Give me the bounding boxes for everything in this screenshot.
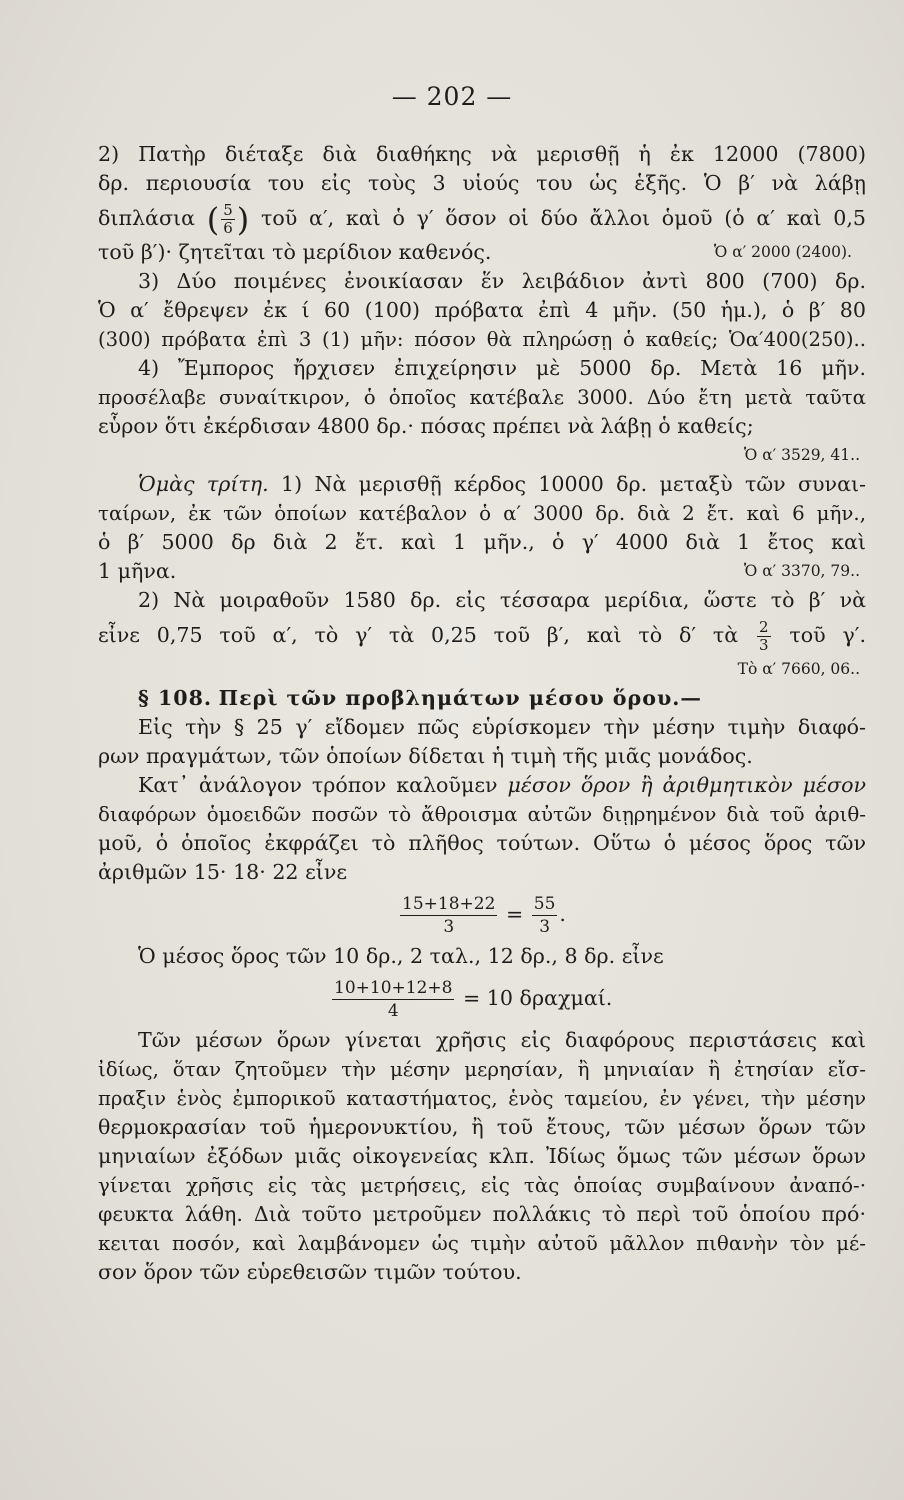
equation-mean-numbers	[98, 893, 866, 938]
text-line: Εἰς τὴν § 25 γ′ εἴδομεν πῶς εὑρίσκομεν τὴν μέσην τιμὴν διαφό-	[138, 715, 866, 739]
text-line	[98, 557, 866, 586]
text-line	[98, 771, 866, 800]
fraction-numerator: 2	[758, 618, 769, 636]
text-line: Τῶν μέσων ὅρων γίνεται χρῆσις εἰς διαφόρους περιστάσεις καὶ	[138, 1028, 866, 1052]
text-line	[98, 615, 866, 655]
text-line: 4) Ἔμπορος ἤρχισεν ἐπιχείρησιν μὲ 5000 δρ. Μετὰ 16 μῆν.	[138, 356, 866, 380]
equation-fraction	[332, 977, 454, 1022]
text-line: διαφόρων ὁμοειδῶν ποσῶν τὸ ἄθροισμα αὐτῶν διῃρημένον διὰ τοῦ ἀριθ-	[98, 803, 866, 826]
text-fragment: Κατ᾽ ἀνάλογον τρόπον καλοῦμεν	[138, 773, 498, 797]
page-number: — 202 —	[391, 82, 513, 111]
text-line: ταίρων, ἐκ τῶν ὁποίων κατέβαλον ὁ α′ 3000 δρ. διὰ 2 ἔτ. καὶ 6 μῆν.,	[98, 502, 866, 525]
equation-result: = 10 δραχμαί.	[463, 986, 613, 1010]
text-line: ρων πραγμάτων, τῶν ὁποίων δίδεται ἡ τιμὴ τῆς μιᾶς μονάδος.	[98, 744, 753, 768]
text-line: ἰδίως, ὅταν ζητοῦμεν τὴν μέσην μερησίαν, ἢ μηνιαίαν ἢ ἐτησίαν εἴσ-	[98, 1058, 866, 1081]
section-title: Περὶ τῶν προβλημάτων μέσου ὅρου.—	[218, 686, 703, 710]
text-line	[98, 470, 866, 499]
text-fragment: τοῦ α′, καὶ ὁ γ′ ὅσον οἱ δύο ἄλλοι ὁμοῦ (ὁ α′ καὶ 0,5	[261, 206, 866, 230]
fraction-denominator: 4	[387, 1001, 399, 1021]
fraction-denominator: 3	[539, 917, 551, 937]
text-line: μοῦ, ὁ ὁποῖος ἐκφράζει τὸ πλῆθος τούτων. Οὕτω ὁ μέσος ὅρος τῶν	[98, 831, 866, 855]
section-heading	[98, 684, 866, 713]
fraction-numerator: 55	[533, 894, 556, 914]
equation-fraction	[400, 893, 497, 938]
fraction-numerator: 10+10+12+8	[334, 978, 453, 998]
text-fragment: τοῦ β′)· ζητεῖται τὸ μερίδιον καθενός.	[98, 240, 492, 264]
paren-close: )	[236, 200, 250, 238]
answer-note: Ὁ α′ 3370, 79..	[743, 562, 860, 580]
equals-sign: =	[505, 902, 524, 926]
equation-fraction	[532, 893, 558, 938]
page-body	[98, 140, 866, 1287]
answer-note: Ὁ α′ 3529, 41..	[743, 446, 860, 464]
text-line: δρ. περιουσία του εἰς τοὺς 3 υἱούς του ὡς ἑξῆς. Ὁ β′ νὰ λάβῃ	[98, 171, 866, 195]
equation-mean-money	[98, 977, 866, 1022]
text-line: ὁ β′ 5000 δρ διὰ 2 ἔτ. καὶ 1 μῆν., ὁ γ′ 4000 διὰ 1 ἔτος καὶ	[98, 530, 866, 554]
section-number: § 108.	[138, 686, 213, 710]
text-fragment: εἶνε 0,75 τοῦ α′, τὸ γ′ τὰ 0,25 τοῦ β′, καὶ τὸ δ′ τὰ	[98, 623, 739, 647]
answer-note: Τὸ α′ 7660, 06..	[737, 660, 860, 678]
fraction-numerator: 5	[223, 201, 233, 219]
text-line: 2) Νὰ μοιραθοῦν 1580 δρ. εἰς τέσσαρα μερίδια, ὥστε τὸ β′ νὰ	[138, 588, 866, 612]
text-line: εὗρον ὅτι ἐκέρδισαν 4800 δρ.· πόσας πρέπει νὰ λάβῃ ὁ καθείς;	[98, 414, 754, 438]
text-line: Ὁ α′ ἔθρεψεν ἐκ ί 60 (100) πρόβατα ἐπὶ 4 μῆν. (50 ἡμ.), ὁ β′ 80	[98, 298, 866, 322]
text-fragment: 1 μῆνα.	[98, 559, 177, 583]
fraction-five-sixths	[221, 202, 235, 237]
text-line: θερμοκρασίαν τοῦ ἡμερονυκτίου, ἢ τοῦ ἔτους, τῶν μέσων ὅρων τῶν	[98, 1115, 866, 1139]
text-line: 2) Πατὴρ διέταξε διὰ διαθήκης νὰ μερισθῇ ἡ ἐκ 12000 (7800)	[98, 142, 866, 166]
text-line: (300) πρόβατα ἐπὶ 3 (1) μῆν: πόσον θὰ πληρώσῃ ὁ καθείς; Ὁα′400(250)..	[98, 328, 866, 351]
definition-term: μέσον ὅρον ἢ ἀριθμητικὸν μέσον	[507, 773, 866, 797]
group-heading: Ὁμὰς τρίτη.	[138, 472, 269, 496]
paren-open: (	[206, 200, 220, 238]
fraction-two-thirds	[757, 619, 771, 654]
text-line: κειται ποσόν, καὶ λαμβάνομεν ὡς τιμὴν αὐτοῦ μᾶλλον πιθανὴν τὸν μέ-	[98, 1232, 866, 1255]
text-line	[98, 238, 866, 267]
text-fragment: διπλάσια	[98, 206, 196, 230]
text-line: γίνεται χρῆσις εἰς τὰς μετρήσεις, εἰς τὰς ὁποίας συμβαίνουν ἀναπό-·	[98, 1174, 866, 1197]
fraction-denominator: 3	[443, 917, 455, 937]
text-fragment: 1) Νὰ μερισθῇ κέρδος 10000 δρ. μεταξὺ τῶν συναι-	[281, 472, 866, 496]
answer-note: Ὁ α′ 2000 (2400).	[713, 243, 852, 261]
fraction-numerator: 15+18+22	[402, 894, 496, 914]
text-line: φευκτα λάθη. Διὰ τοῦτο μετροῦμεν πολλάκις τὸ περὶ τοῦ ὁποίου πρό·	[98, 1202, 866, 1226]
text-line: 3) Δύο ποιμένες ἐνοικίασαν ἕν λειβάδιον ἀντὶ 800 (700) δρ.	[138, 269, 866, 293]
text-line: μηνιαίων ἐξόδων μιᾶς οἰκογενείας κλπ. Ἰδίως ὅμως τῶν μέσων ὅρων	[98, 1144, 866, 1168]
text-line: ἀριθμῶν 15· 18· 22 εἶνε	[98, 860, 348, 884]
text-line	[98, 198, 866, 238]
period: .	[559, 902, 566, 926]
text-line: σον ὅρον τῶν εὑρεθεισῶν τιμῶν τούτου.	[98, 1260, 522, 1284]
fraction-denominator: 3	[758, 636, 769, 654]
text-line: προσέλαβε συναίτκιρον, ὁ ὁποῖος κατέβαλε 3000. Δύο ἔτη μετὰ ταῦτα	[98, 386, 866, 409]
text-line: Ὁ μέσος ὅρος τῶν 10 δρ., 2 ταλ., 12 δρ., 8 δρ. εἶνε	[138, 944, 664, 968]
text-line: πραξιν ἑνὸς ἐμπορικοῦ καταστήματος, ἑνὸς ταμείου, ἐν γένει, τὴν μέσην	[98, 1087, 866, 1110]
text-fragment: τοῦ γ′.	[789, 623, 866, 647]
fraction-denominator: 6	[223, 219, 233, 237]
